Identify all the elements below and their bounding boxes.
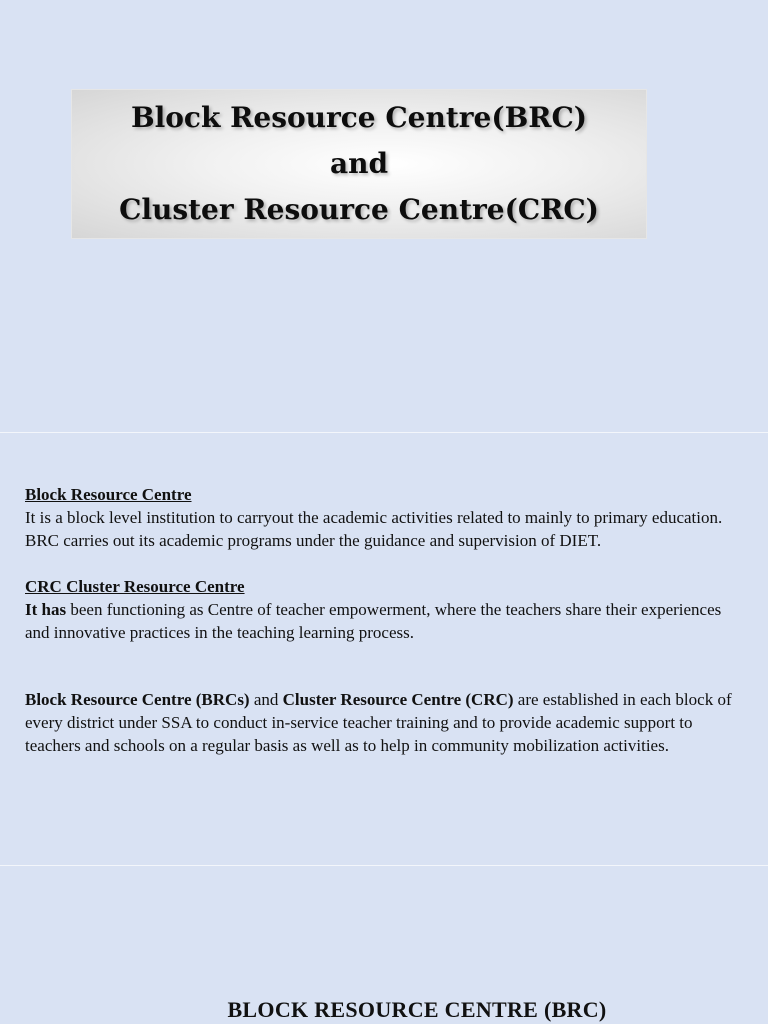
establishment-paragraph: Block Resource Centre (BRCs) and Cluster Resource Centre (CRC) are established in each block of every district under SSA to conduct in-service teacher training and to provide academic support to teachers and schools on a regular basis as well as to help in community mobilization activities. — [25, 690, 732, 755]
crc-section — [25, 575, 745, 644]
brc-section — [25, 483, 745, 552]
slide-3-title: BLOCK RESOURCE CENTRE (BRC) — [227, 997, 607, 1022]
p3-bold-2: (BRCs) — [195, 690, 250, 709]
title-line-2: and — [329, 147, 389, 180]
p3-bold-1: Block Resource Centre — [25, 690, 192, 709]
title-box — [71, 89, 647, 239]
brc-text: It is a block level institution to carryout the academic activities related to mainly to primary education. BRC carries out its academic programs under the guidance and supervision of DIET. — [25, 508, 723, 550]
title-line-3: Cluster Resource Centre(CRC) — [119, 193, 599, 226]
brc-heading: Block Resource Centre — [25, 485, 192, 504]
p3-bold-3: Cluster Resource Centre — [282, 690, 462, 709]
crc-heading: CRC Cluster Resource Centre — [25, 577, 245, 596]
definitions-content — [25, 483, 745, 757]
slide-definitions — [0, 433, 768, 865]
p3-text: are established in each block of every district under SSA to conduct in-service teacher training and to provide academic support to teachers and schools on a regular basis as well as to help in community mobilization activities. — [25, 690, 732, 755]
slide-brc — [0, 866, 768, 1024]
slide-title — [0, 0, 768, 432]
title-line-1: Block Resource Centre(BRC) — [130, 101, 588, 134]
p3-bold-4: (CRC) — [465, 690, 514, 709]
crc-lead: It has — [25, 600, 67, 619]
crc-text: been functioning as Centre of teacher empowerment, where the teachers share their experiences and innovative practices in the teaching learning process. — [25, 600, 722, 642]
